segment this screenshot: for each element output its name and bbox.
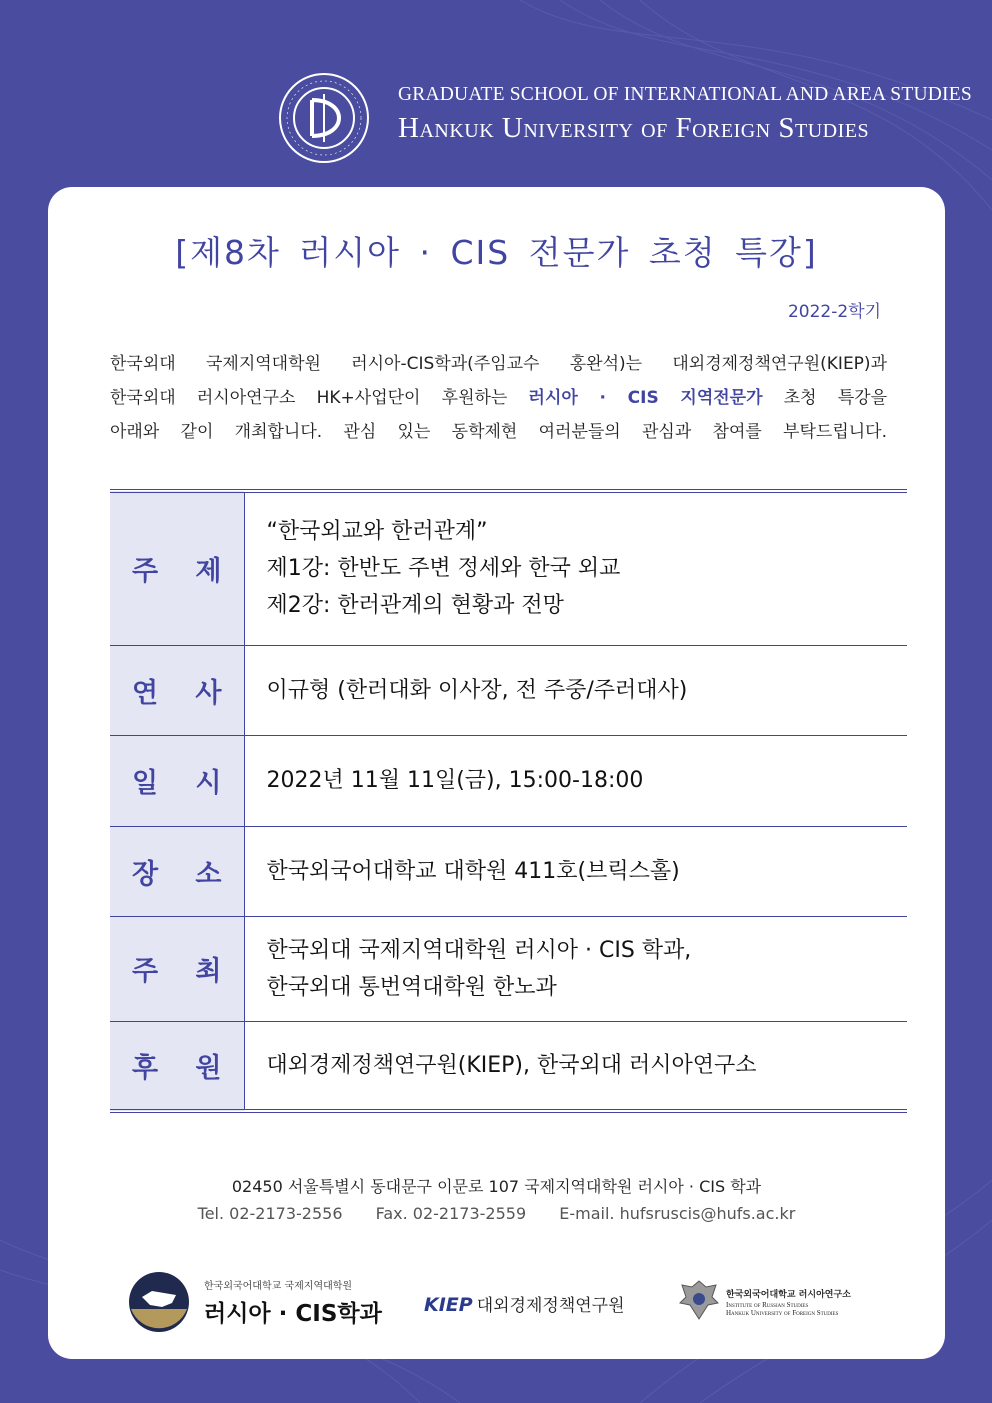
footer-tel: Tel. 02-2173-2556 <box>197 1204 343 1223</box>
dept-logo-title: 러시아 · CIS학과 <box>204 1301 382 1327</box>
topic-line-2: 제1강: 한반도 주변 정세와 한국 외교 <box>266 556 621 582</box>
venue-value: 한국외국어대학교 대학원 411호(브릭스홀) <box>244 826 907 916</box>
speaker-row <box>110 645 907 735</box>
speaker-label: 연 사 <box>110 645 244 735</box>
intro-paragraph <box>110 347 887 449</box>
semester-label: 2022-2학기 <box>787 302 881 322</box>
irs-english-name: Institute of Russian Studies <box>726 1301 809 1309</box>
intro-line-2-end: 초청 특강을 <box>762 388 887 408</box>
footer-address: 02450 서울특별시 동대문구 이문로 107 국제지역대학원 러시아 · CIS 학과 <box>231 1177 762 1196</box>
kiep-mark: KIEP <box>424 1294 473 1316</box>
event-info-table <box>110 489 907 1113</box>
venue-row <box>110 826 907 916</box>
host-line-2: 한국외대 통번역대학원 한노과 <box>266 974 557 1000</box>
irs-korean-name: 한국외국어대학교 러시아연구소 <box>726 1290 851 1300</box>
globe-emblem-icon <box>128 1271 190 1333</box>
university-name: Hankuk University of Foreign Studies <box>398 112 870 144</box>
topic-label: 주 제 <box>110 491 244 645</box>
sponsor-label: 후 원 <box>110 1021 244 1111</box>
graduate-school-name: GRADUATE SCHOOL OF INTERNATIONAL AND AREA STUDIES <box>398 84 972 105</box>
poster-card <box>48 187 945 1359</box>
dept-logo-subtitle: 한국외국어대학교 국제지역대학원 <box>204 1281 353 1292</box>
sponsor-logos <box>48 1267 945 1337</box>
datetime-label: 일 시 <box>110 735 244 826</box>
host-row <box>110 916 907 1021</box>
intro-highlight: 러시아 · CIS 지역전문가 <box>528 388 763 408</box>
poster-title: [제8차 러시아 · CIS 전문가 초청 특강] <box>175 233 818 272</box>
irs-university-name: Hankuk University of Foreign Studies <box>726 1309 839 1317</box>
kiep-logo <box>424 1291 625 1316</box>
topic-line-1: “한국외교와 한러관계” <box>266 519 488 545</box>
topic-row <box>110 491 907 645</box>
topic-value <box>244 491 907 645</box>
intro-line-3: 아래와 같이 개최합니다. 관심 있는 동학제현 여러분들의 관심과 참여를 부탁드립니다. <box>110 422 887 442</box>
host-value <box>244 916 907 1021</box>
venue-label: 장 소 <box>110 826 244 916</box>
footer-email[interactable]: E-mail. hufsruscis@hufs.ac.kr <box>559 1204 796 1223</box>
school-header <box>278 70 972 170</box>
host-label: 주 최 <box>110 916 244 1021</box>
sponsor-value: 대외경제정책연구원(KIEP), 한국외대 러시아연구소 <box>266 1052 757 1078</box>
intro-line-2-start: 한국외대 러시아연구소 HK+사업단이 후원하는 <box>110 388 529 408</box>
intro-line-2 <box>110 381 887 415</box>
footer-contact <box>48 1204 945 1223</box>
datetime-value: 2022년 11월 11일(금), 15:00-18:00 <box>244 735 907 826</box>
speaker-value: 이규형 (한러대화 이사장, 전 주중/주러대사) <box>244 645 907 735</box>
host-line-1: 한국외대 국제지역대학원 러시아 · CIS 학과, <box>266 937 692 963</box>
intro-line-1: 한국외대 국제지역대학원 러시아-CIS학과(주임교수 홍완석)는 대외경제정책연구원(KIEP)과 <box>110 354 887 374</box>
datetime-row <box>110 735 907 826</box>
sponsor-row <box>110 1021 907 1111</box>
hufs-seal-logo <box>278 72 370 164</box>
footer-fax: Fax. 02-2173-2559 <box>375 1204 527 1223</box>
topic-line-3: 제2강: 한러관계의 현황과 전망 <box>266 593 564 619</box>
eagle-emblem-icon <box>678 1277 720 1323</box>
kiep-name: 대외경제정책연구원 <box>476 1296 625 1316</box>
